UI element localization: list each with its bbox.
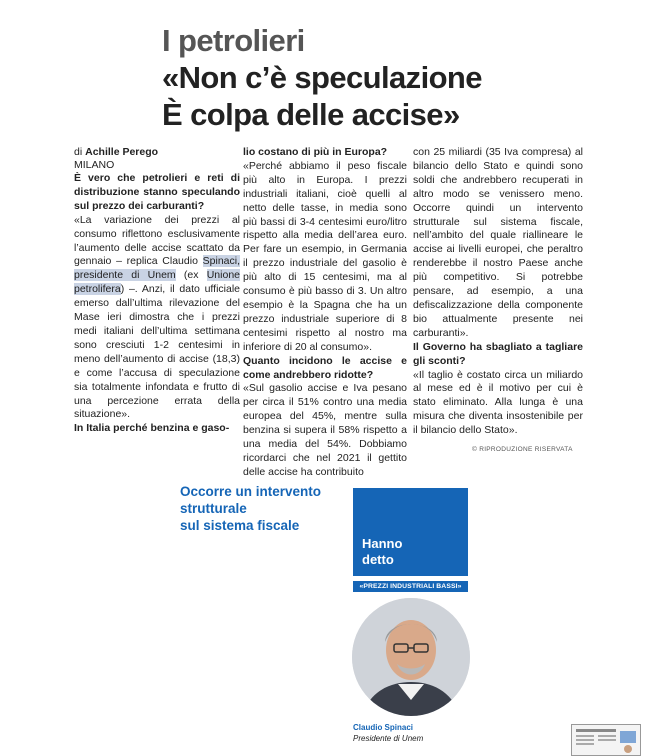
answer-1-text: «La variazione dei prezzi al consumo riflettono esclusivamente l’aumento delle accise scattato da gennaio – replica Claudio bbox=[74, 213, 240, 268]
headline bbox=[162, 22, 632, 133]
question-1: È vero che petrolieri e reti di distribuzione stanno speculando sul prezzo dei carburanti? bbox=[74, 172, 240, 212]
hanno-detto-title bbox=[362, 536, 402, 568]
answer-3-end: con 25 miliardi (35 Iva compresa) al bilancio dello Stato e quindi sono soldi che andrebbero recuperati in altro modo se venissero meno. Occorre quindi un intervento strutturale sul sistema fiscale, nell’ambito del quale riallineare le accise ai livelli europei, che peraltro renderebbe il nostro Paese anche più competitivo. Si potrebbe pensare, ad esempio, a una defiscalizzazione della componente bio attualmente presente nei carburanti». bbox=[413, 146, 583, 339]
answer-2: «Perché abbiamo il peso fiscale più alto in Europa. I prezzi industriali italiani, cioè quelli al netto delle tasse, in media sono più bassi di 3-4 centesimi euro/litro rispetto alla media dell’area euro. Per fare un esempio, in Germania il prezzo industriale del gasolio è più alto di 15 centesimi, ma al consumo è più basso di 3. Un altro esempio è la Spagna che ha un prezzo industriale superiore di 8 centesimi rispetto al nostro ma inferiore di 20 al consumo». bbox=[243, 159, 407, 353]
pull-quote-line-2: strutturale bbox=[180, 501, 247, 516]
byline-prefix: di bbox=[74, 146, 83, 158]
page-thumbnail bbox=[571, 724, 641, 756]
question-4: Il Governo ha sbagliato a tagliare gli sconti? bbox=[413, 340, 583, 367]
article-column-3 bbox=[413, 146, 583, 438]
highlighted-text[interactable]: Spinaci, presidente di Unem bbox=[74, 255, 240, 282]
byline bbox=[74, 146, 240, 172]
caption-name: Claudio Spinaci bbox=[353, 723, 414, 732]
answer-1 bbox=[74, 214, 240, 423]
pull-quote bbox=[180, 483, 350, 534]
article-column-2 bbox=[243, 146, 407, 480]
hanno-detto-title-line-1: Hanno bbox=[362, 536, 403, 551]
question-3: Quanto incidono le accise e come andrebbero ridotte? bbox=[243, 354, 407, 381]
portrait-photo bbox=[352, 598, 470, 716]
byline-author: Achille Perego bbox=[85, 146, 159, 158]
headline-line-1: «Non c’è speculazione bbox=[162, 60, 482, 95]
article-column-1 bbox=[74, 172, 240, 436]
answer-3-start: «Sul gasolio accise e Iva pesano per circa il 51% contro una media europea del 45%, mentre sulla benzina si supera il 58% rispetto a una media del 54%. Dobbiamo ricordarci che nel 2021 il gettito delle accise ha contribuito bbox=[243, 382, 407, 478]
hanno-detto-box bbox=[353, 488, 468, 576]
answer-1-text-end: ) –. Anzi, il dato ufficiale emerso dall’ultima rilevazione del Mase ieri dimostra che i prezzi medi italiani dell’ultima settimana sono cresciuti 1-2 centesimi in meno dell’aumento di accise (18,3) e come l’accusa di speculazione sia totalmente infondata e frutto di una percezione errata della situazione». bbox=[74, 283, 240, 421]
caption-role: Presidente di Unem bbox=[353, 734, 424, 743]
quote-tag: «PREZZI INDUSTRIALI BASSI» bbox=[353, 581, 468, 592]
pull-quote-line-3: sul sistema fiscale bbox=[180, 518, 300, 533]
headline-kicker: I petrolieri bbox=[162, 23, 305, 58]
question-2-end: lio costano di più in Europa? bbox=[243, 146, 388, 158]
rights-notice: © RIPRODUZIONE RISERVATA bbox=[472, 446, 573, 453]
byline-place: MILANO bbox=[74, 159, 115, 171]
pull-quote-line-1: Occorre un intervento bbox=[180, 484, 322, 499]
highlighted-text-2[interactable]: Unione petrolifera bbox=[74, 269, 240, 296]
question-2-start: In Italia perché benzina e gaso- bbox=[74, 422, 230, 435]
answer-4: «Il taglio è costato circa un miliardo al mese ed è il motivo per cui è stato eliminato. Alla lunga è una misura che diventa insostenibile per il bilancio dello Stato». bbox=[413, 368, 583, 437]
hanno-detto-title-line-2: detto bbox=[362, 552, 394, 567]
answer-1-text-mid: (ex bbox=[175, 269, 207, 282]
headline-line-2: È colpa delle accise» bbox=[162, 97, 460, 132]
